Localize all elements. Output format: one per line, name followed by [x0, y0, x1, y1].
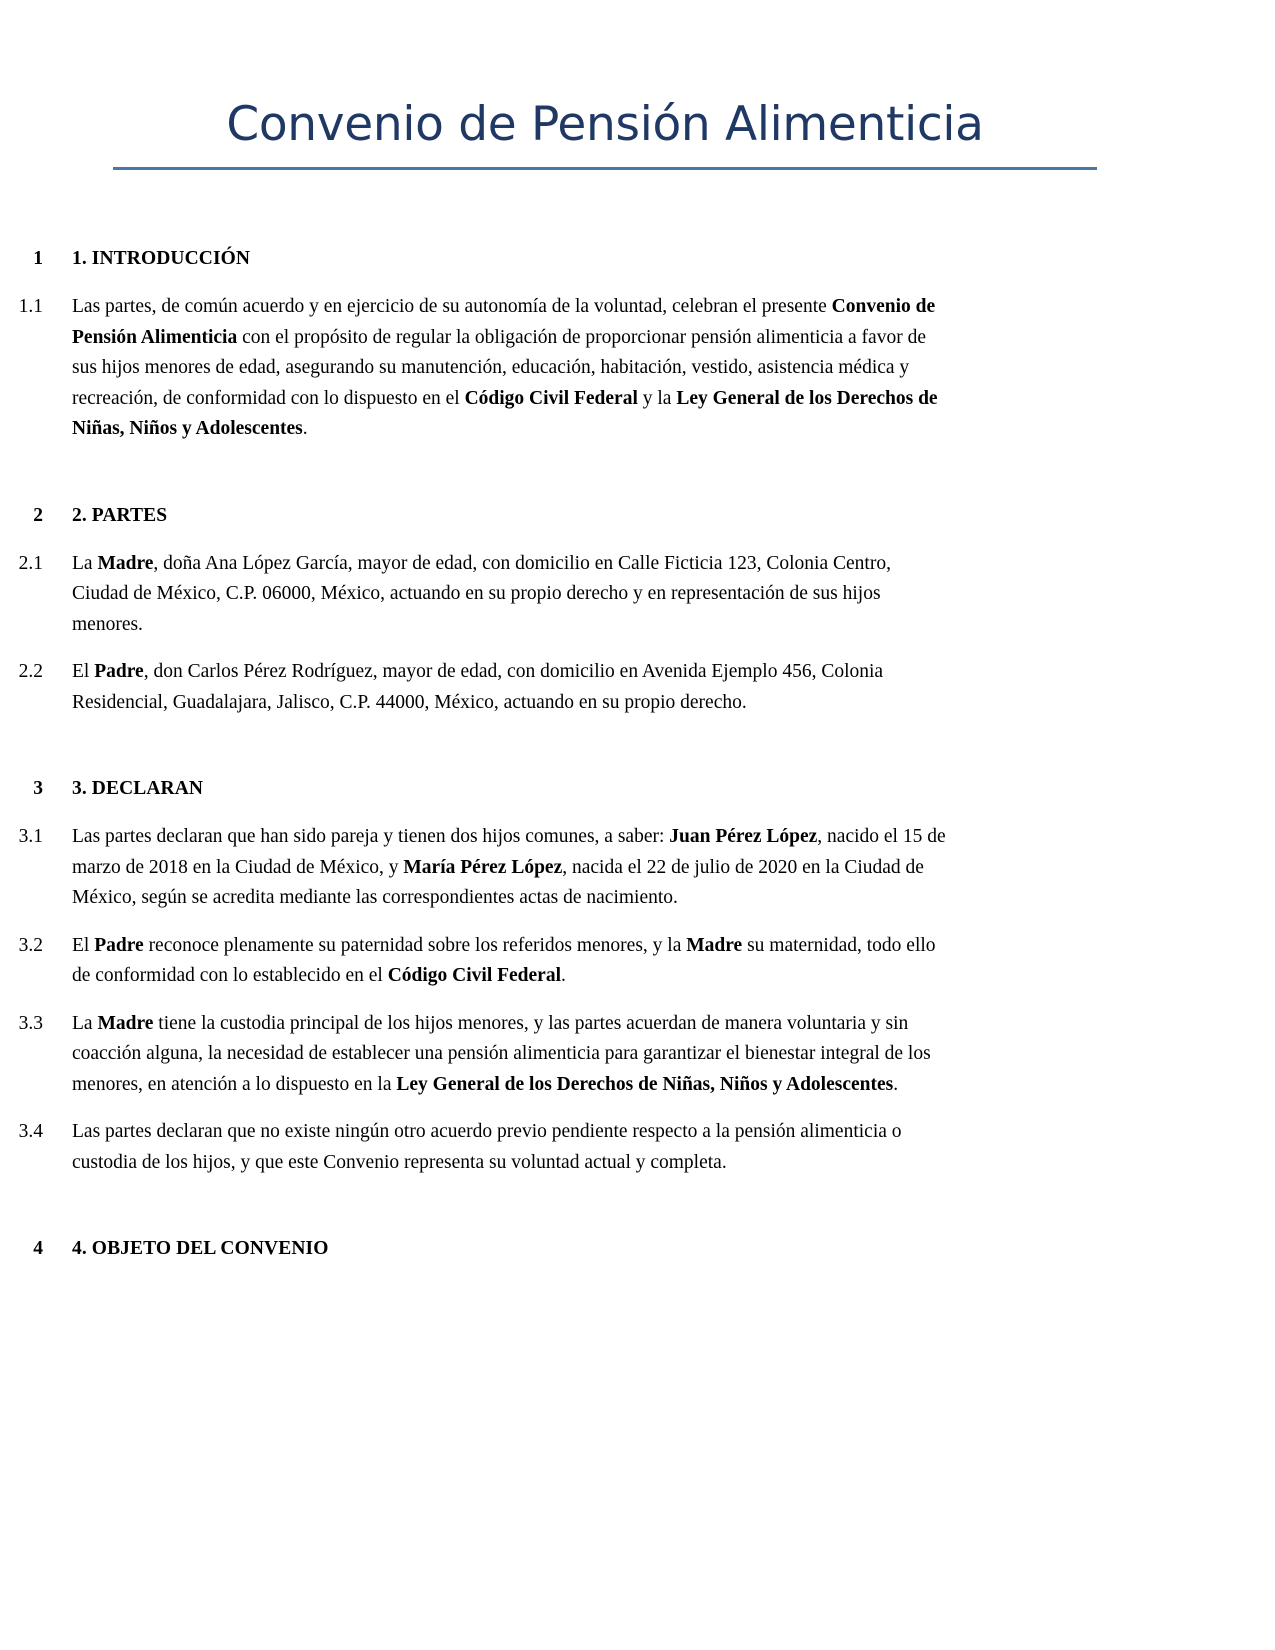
emphasis-text: Madre: [686, 934, 743, 956]
body-text: La: [72, 552, 98, 574]
clause-text: [72, 292, 947, 445]
clause-paragraph: [0, 657, 1275, 718]
body-text: con el propósito de regular la obligación de proporcionar pensión alimenticia a favor de sus hijos menores de edad, asegurando su manutención, educación, habitación, vestido, asistencia médica y recreación, de conformidad con lo dispuesto en el: [72, 326, 926, 409]
clause-text: [72, 1009, 947, 1101]
section-number: 1: [33, 248, 43, 269]
clause-text: [72, 822, 947, 914]
body-text: su maternidad, todo ello de conformidad con lo establecido en el: [72, 934, 936, 986]
section-number: 4: [33, 1238, 43, 1259]
emphasis-text: Padre: [94, 934, 144, 956]
clause-number: 3.3: [18, 1012, 43, 1034]
section-spacer: [0, 445, 1275, 502]
emphasis-text: Código Civil Federal: [387, 965, 562, 986]
paragraph-spacer: [0, 992, 1275, 1009]
section-heading-label: 3. DECLARAN: [72, 778, 204, 799]
section-spacer: [0, 718, 1275, 775]
section-heading: [0, 1235, 1275, 1263]
clause-number: 3.1: [18, 826, 43, 847]
clause-text: [72, 657, 947, 718]
section-heading-label: 4. OBJETO DEL CONVENIO: [72, 1238, 329, 1259]
body-text: La: [72, 1012, 98, 1034]
section-heading-label: 2. PARTES: [72, 504, 168, 526]
paragraph-spacer: [0, 273, 1275, 292]
clause-paragraph: [0, 292, 1275, 445]
section-heading: [0, 245, 1275, 273]
body-text: El: [72, 661, 95, 682]
body-text: , don Carlos Pérez Rodríguez, mayor de edad, con domicilio en Avenida Ejemplo 456, Colonia Residencial, Guadalajara, Jalisco, C.P. 44000, México, actuando en su propio derecho.: [72, 661, 884, 713]
section-number: 2: [33, 504, 43, 526]
emphasis-text: Código Civil Federal: [464, 387, 638, 409]
section-heading-label: 1. INTRODUCCIÓN: [72, 248, 251, 269]
clause-text: [72, 931, 947, 992]
body-text: El: [72, 934, 95, 956]
emphasis-text: Padre: [94, 661, 144, 682]
emphasis-text: Ley General de los Derechos de Niñas, Niños y Adolescentes: [72, 387, 938, 439]
clause-number: 2.1: [18, 552, 43, 574]
body-text: .: [302, 418, 308, 439]
emphasis-text: Madre: [97, 552, 154, 574]
clause-text: [72, 549, 947, 641]
body-text: .: [893, 1073, 899, 1095]
body-text: tiene la custodia principal de los hijos menores, y las partes acuerdan de manera voluntaria y sin coacción alguna, la necesidad de establecer una pensión alimenticia para garantizar el bienestar integral de los menores, en atención a lo dispuesto en la: [72, 1012, 931, 1095]
body-text: , nacida el 22 de julio de 2020 en la Ciudad de México, según se acredita mediante las correspondientes actas de nacimiento.: [72, 856, 924, 908]
document-header: [113, 97, 1097, 170]
paragraph-spacer: [0, 1100, 1275, 1117]
section-heading: [0, 775, 1275, 803]
body-text: reconoce plenamente su paternidad sobre los referidos menores, y la: [143, 934, 687, 956]
emphasis-text: Convenio de Pensión Alimenticia: [72, 296, 936, 348]
clause-paragraph: [0, 1009, 1275, 1101]
clause-number: 2.2: [18, 661, 43, 682]
page-title: Convenio de Pensión Alimenticia: [226, 97, 984, 152]
body-text: Las partes declaran que han sido pareja y tienen dos hijos comunes, a saber:: [72, 826, 670, 847]
clause-number: 1.1: [18, 296, 43, 317]
clause-number: 3.2: [18, 934, 43, 956]
paragraph-spacer: [0, 914, 1275, 931]
paragraph-spacer: [0, 530, 1275, 549]
body-text: .: [561, 965, 566, 986]
section-heading: [0, 502, 1275, 530]
clause-paragraph: [0, 931, 1275, 992]
clause-paragraph: [0, 549, 1275, 641]
emphasis-text: Ley General de los Derechos de Niñas, Niños y Adolescentes: [396, 1073, 894, 1095]
body-text: y la: [637, 387, 677, 409]
emphasis-text: María Pérez López: [403, 856, 563, 878]
title-divider: [113, 167, 1097, 170]
emphasis-text: Madre: [97, 1012, 154, 1034]
section-spacer: [0, 1178, 1275, 1235]
document-body: [0, 245, 1275, 1263]
emphasis-text: Juan Pérez López: [669, 826, 818, 847]
body-text: Las partes declaran que no existe ningún otro acuerdo previo pendiente respecto a la pensión alimenticia o custodia de los hijos, y que este Convenio representa su voluntad actual y completa.: [72, 1121, 902, 1173]
clause-text: [72, 1117, 947, 1178]
clause-paragraph: [0, 1117, 1275, 1178]
paragraph-spacer: [0, 640, 1275, 657]
body-text: , doña Ana López García, mayor de edad, con domicilio en Calle Ficticia 123, Colonia Centro, Ciudad de México, C.P. 06000, México, actuando en su propio derecho y en representación de sus hijos menores.: [72, 552, 891, 635]
paragraph-spacer: [0, 803, 1275, 822]
clause-paragraph: [0, 822, 1275, 914]
clause-number: 3.4: [18, 1121, 43, 1142]
body-text: , nacido el 15 de marzo de 2018 en la Ciudad de México, y: [72, 826, 946, 878]
body-text: Las partes, de común acuerdo y en ejercicio de su autonomía de la voluntad, celebran el presente: [72, 296, 832, 317]
section-number: 3: [33, 778, 43, 799]
